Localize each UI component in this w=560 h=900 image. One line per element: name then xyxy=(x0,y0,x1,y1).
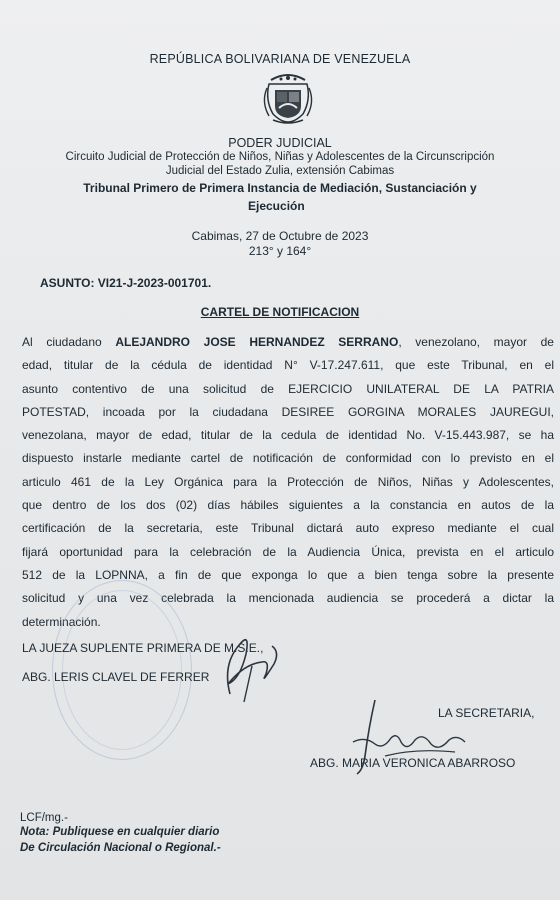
judge-title: LA JUEZA SUPLENTE PRIMERA DE M.S.E., xyxy=(22,641,264,655)
secretary-title: LA SECRETARIA, xyxy=(438,706,535,720)
body-line xyxy=(22,331,554,354)
subject-line: ASUNTO: VI21-J-2023-001701. xyxy=(40,276,212,290)
secretary-name: ABG. MARIA VERONICA ABARROSO xyxy=(310,756,516,770)
coat-of-arms-seal-icon xyxy=(259,70,317,126)
initials: LCF/mg.- xyxy=(20,812,68,824)
body-text: , venezolano, mayor de xyxy=(398,335,554,349)
body-line: determinación. xyxy=(22,614,101,629)
judge-name: ABG. LERIS CLAVEL DE FERRER xyxy=(22,670,210,684)
circuit-line-1: Circuito Judicial de Protección de Niños, Niñas y Adolescentes de la Circunscripción xyxy=(65,151,495,163)
notice-title: CARTEL DE NOTIFICACION xyxy=(200,305,360,319)
body-line: dispuesto instarle mediante cartel de notificación de conformidad con lo previsto en el xyxy=(22,451,554,466)
body-line: certificación de la secretaria, este Tribunal dictará auto expreso mediante el cual xyxy=(22,521,554,536)
tribunal-line-2: Ejecución xyxy=(248,199,305,213)
body-line: edad, titular de la cédula de identidad N° V-17.247.611, que este Tribunal, en el xyxy=(22,358,554,373)
body-line: fijará oportunidad para la celebración de la Audiencia Única, prevista en el articulo xyxy=(22,544,554,559)
body-line: articulo 461 de la Ley Orgánica para la Protección de Niños, Niñas y Adolescentes, xyxy=(22,474,554,489)
judicial-power-heading: PODER JUDICIAL xyxy=(228,136,332,150)
document-years: 213° y 164° xyxy=(248,244,312,258)
body-line: venezolana, mayor de edad, titular de la cedula de identidad No. V-15.443.987, se ha xyxy=(22,428,554,443)
publication-note-line-1: Nota: Publiquese en cualquier diario xyxy=(20,826,220,838)
body-text: Al ciudadano xyxy=(22,335,116,349)
body-line: POTESTAD, incoada por la ciudadana DESIREE GORGINA MORALES JAUREGUI, xyxy=(22,404,554,419)
body-line: asunto contentivo de una solicitud de EJERCICIO UNILATERAL DE LA PATRIA xyxy=(22,381,554,396)
body-line: 512 de la LOPNNA, a fin de que exponga lo que a bien tenga sobre la presente xyxy=(22,567,554,582)
judge-signature xyxy=(200,624,290,704)
body-line: que dentro de los dos (02) días hábiles siguientes a la constancia en autos de la xyxy=(22,498,554,513)
publication-note-line-2: De Circulación Nacional o Regional.- xyxy=(20,842,221,854)
citizen-name: ALEJANDRO JOSE HERNANDEZ SERRANO xyxy=(115,335,399,349)
document-date: Cabimas, 27 de Octubre de 2023 xyxy=(191,229,369,243)
body-line: solicitud y una vez celebrada la mencionada audiencia se procederá a dictar la xyxy=(22,591,554,606)
circuit-line-2: Judicial del Estado Zulia, extensión Cabimas xyxy=(165,165,395,177)
republic-heading: REPÚBLICA BOLIVARIANA DE VENEZUELA xyxy=(149,52,411,66)
tribunal-line-1: Tribunal Primero de Primera Instancia de Mediación, Sustanciación y xyxy=(83,181,477,195)
